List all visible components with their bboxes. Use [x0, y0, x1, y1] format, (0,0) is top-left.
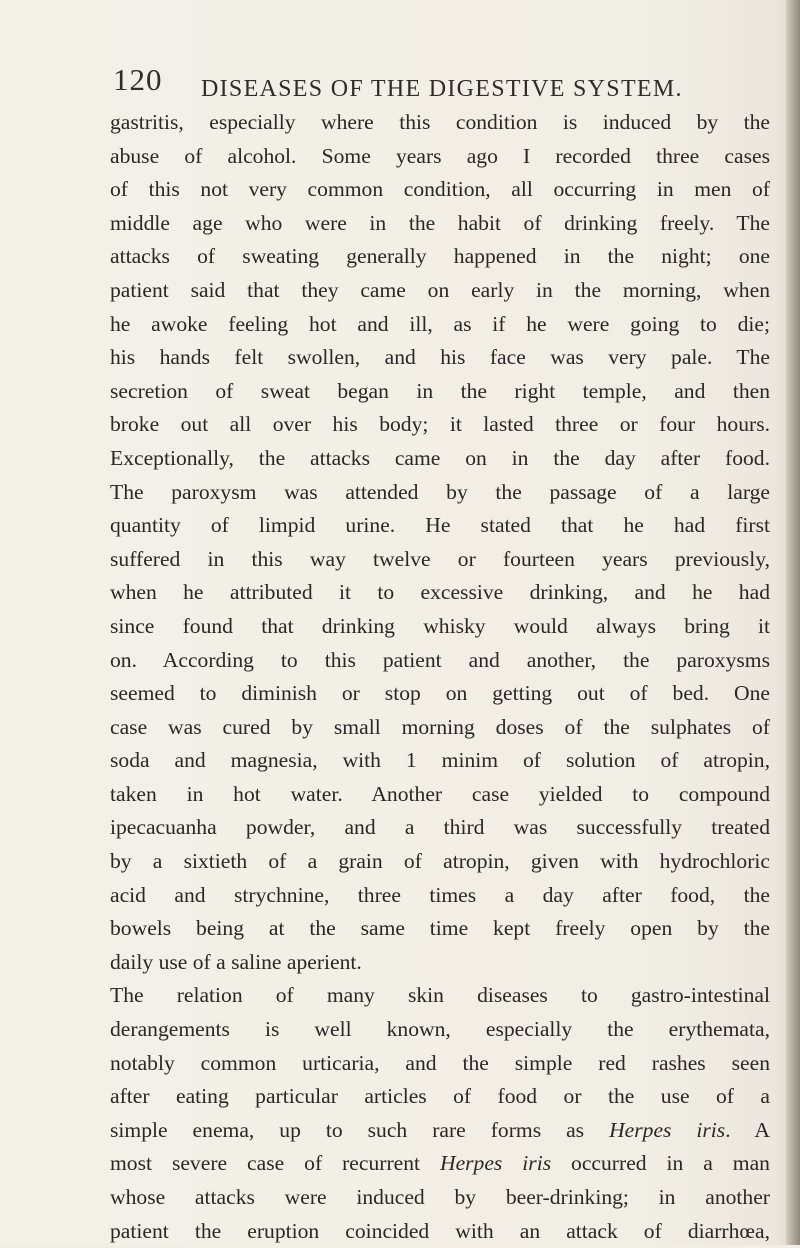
page-edge	[786, 0, 800, 1245]
text-line: soda and magnesia, with 1 minim of solution of atropin,	[110, 748, 770, 773]
text-line: patient said that they came on early in the morning, when	[110, 277, 770, 302]
text-line: attacks of sweating generally happened in the night; one	[110, 244, 770, 269]
text-line: he awoke feeling hot and ill, as if he were going to die;	[110, 311, 770, 336]
italic-term: Herpes iris	[439, 1151, 552, 1176]
text-segment: simple enema, up to such rare forms as	[110, 1117, 610, 1142]
text-line: broke out all over his body; it lasted three or four hours.	[110, 412, 770, 437]
italic-term: Herpes iris	[609, 1117, 726, 1142]
text-line: Exceptionally, the attacks came on in the day after food.	[110, 445, 770, 470]
text-line: bowels being at the same time kept freely open by the	[110, 916, 770, 941]
text-line: patient the eruption coincided with an attack of diarrhœa,	[110, 1218, 770, 1243]
text-line: after eating particular articles of food or the use of a	[110, 1084, 770, 1109]
text-line: gastritis, especially where this condition is induced by the	[110, 110, 770, 134]
running-head: DISEASES OF THE DIGESTIVE SYSTEM.	[201, 76, 683, 102]
text-line: of this not very common condition, all occurring in men of	[110, 177, 770, 202]
text-line: The paroxysm was attended by the passage of a large	[110, 479, 770, 504]
text-line: acid and strychnine, three times a day after food, the	[110, 882, 770, 907]
text-line	[110, 1114, 770, 1148]
text-line: The relation of many skin diseases to gastro-intestinal	[110, 983, 770, 1008]
text-line: ipecacuanha powder, and a third was successfully treated	[110, 815, 770, 840]
text-segment: . A	[725, 1117, 770, 1142]
text-line: case was cured by small morning doses of the sulphates of	[110, 714, 770, 739]
body-text	[110, 106, 770, 1248]
text-line: notably common urticaria, and the simple red rashes seen	[110, 1050, 770, 1075]
text-line: secretion of sweat began in the right temple, and then	[110, 378, 770, 403]
text-segment: occurred in a man	[551, 1151, 770, 1176]
text-line: seemed to diminish or stop on getting out of bed. One	[110, 681, 770, 706]
text-line: daily use of a saline aperient.	[110, 949, 362, 974]
text-line: by a sixtieth of a grain of atropin, given with hydrochloric	[110, 849, 770, 874]
text-line: suffered in this way twelve or fourteen years previously,	[110, 546, 770, 571]
text-line: on. According to this patient and another, the paroxysms	[110, 647, 770, 672]
text-line: his hands felt swollen, and his face was very pale. The	[110, 345, 770, 370]
page-number: 120	[113, 62, 163, 97]
text-line: abuse of alcohol. Some years ago I recorded three cases	[110, 143, 770, 168]
text-line: derangements is well known, especially the erythemata,	[110, 1017, 770, 1042]
text-line: when he attributed it to excessive drinking, and he had	[110, 580, 770, 605]
text-line: taken in hot water. Another case yielded to compound	[110, 781, 770, 806]
text-line	[110, 1147, 770, 1181]
text-line: middle age who were in the habit of drinking freely. The	[110, 210, 770, 235]
text-line: quantity of limpid urine. He stated that he had first	[110, 513, 770, 538]
text-line: since found that drinking whisky would always bring it	[110, 613, 770, 638]
text-line: whose attacks were induced by beer-drinking; in another	[110, 1185, 770, 1209]
text-segment: most severe case of recurrent	[110, 1151, 440, 1176]
